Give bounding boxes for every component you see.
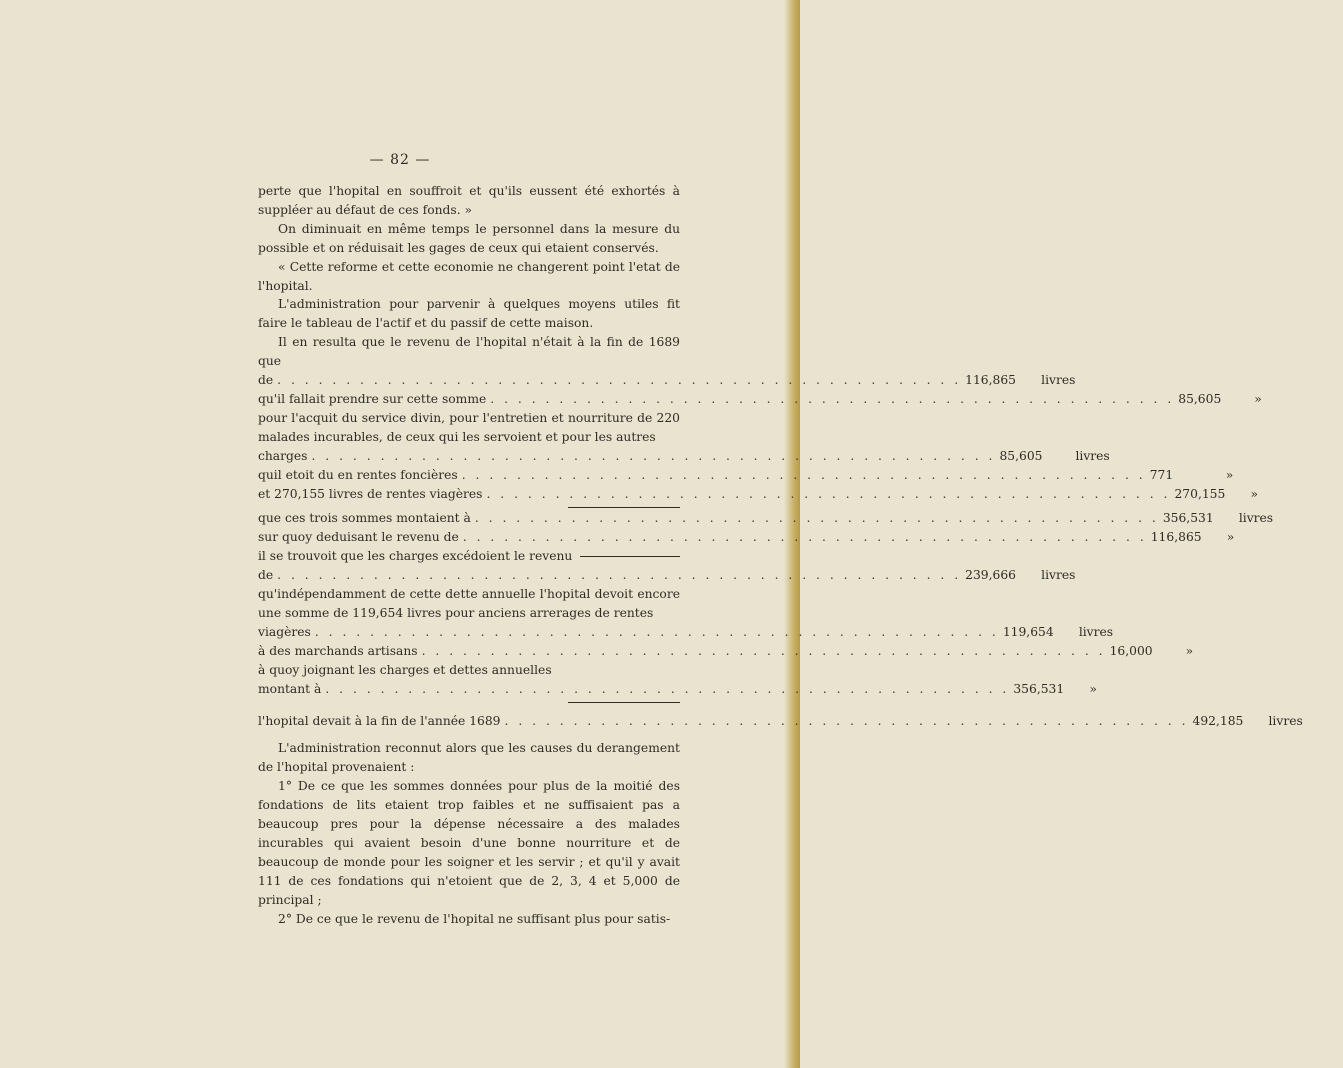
- ledger-amount: [1178, 390, 1328, 409]
- ledger-label: charges: [258, 448, 308, 463]
- document-body: [258, 182, 1303, 928]
- paragraph: L'administration reconnut alors que les causes du derangement de l'hopital provenaient :: [258, 741, 680, 775]
- ledger-number: 85,605: [999, 448, 1043, 463]
- paragraph: 2° De ce que le revenu de l'hopital ne suffisant plus pour satis-: [278, 911, 671, 926]
- ledger-unit: livres: [1078, 624, 1114, 639]
- ledger-label: quil etoit du en rentes foncières: [258, 467, 458, 482]
- ledger-number: 85,605: [1178, 391, 1222, 406]
- dot-leader: . . . . . . . . . . . . . . . . . . . . . . . . . . . . . . . . . . . . . . . . . . . . . . . . . .: [461, 467, 1146, 482]
- ledger-amount: [1013, 680, 1163, 699]
- paragraph: L'administration pour parvenir à quelques moyens utiles fit faire le tableau de l'actif et du passif de cette maison.: [258, 297, 680, 331]
- ledger-unit: livres: [1238, 511, 1274, 526]
- ledger-label: montant à: [258, 681, 322, 696]
- ledger-text: qu'indépendamment de cette dette annuelle l'hopital devoit encore une somme de 119,654 livres pour anciens arrerages de rentes: [258, 587, 680, 620]
- ledger-line: [258, 447, 1110, 466]
- ledger-rule-line: [258, 547, 680, 566]
- dot-leader: . . . . . . . . . . . . . . . . . . . . . . . . . . . . . . . . . . . . . . . . . . . . . . . . . .: [277, 568, 962, 583]
- dot-leader: . . . . . . . . . . . . . . . . . . . . . . . . . . . . . . . . . . . . . . . . . . . . . . . . . .: [311, 448, 996, 463]
- dot-leader: . . . . . . . . . . . . . . . . . . . . . . . . . . . . . . . . . . . . . . . . . . . . . . . . . .: [490, 391, 1175, 406]
- ledger-unit: »: [1185, 643, 1194, 658]
- dot-leader: . . . . . . . . . . . . . . . . . . . . . . . . . . . . . . . . . . . . . . . . . . . . . . . . . .: [486, 486, 1171, 501]
- ledger-amount: [1151, 528, 1301, 547]
- ledger-number: 16,000: [1109, 643, 1153, 658]
- ledger-label: de: [258, 373, 274, 388]
- dot-leader: . . . . . . . . . . . . . . . . . . . . . . . . . . . . . . . . . . . . . . . . . . . . . . . . . .: [474, 511, 1159, 526]
- ledger-section-2: [258, 509, 1274, 547]
- ledger-line: [258, 390, 1262, 409]
- paragraph: « Cette reforme et cette economie ne changerent point l'etat de l'hopital.: [258, 259, 680, 293]
- ledger-number: 116,865: [965, 373, 1016, 388]
- subtraction-rule: [580, 556, 680, 557]
- ledger-amount: [1110, 642, 1260, 661]
- dot-leader: . . . . . . . . . . . . . . . . . . . . . . . . . . . . . . . . . . . . . . . . . . . . . . . . . .: [314, 624, 999, 639]
- ledger-label: à des marchands artisans: [258, 643, 418, 658]
- ledger-unit: »: [1250, 486, 1258, 501]
- ledger-text: à quoy joignant les charges et dettes annuelles: [258, 662, 552, 677]
- bottom-paragraphs: [258, 739, 680, 928]
- ledger-unit: »: [1089, 681, 1097, 696]
- ledger-number: 492,185: [1192, 714, 1244, 729]
- ledger-unit: »: [1225, 467, 1234, 482]
- paragraph: On diminuait en même temps le personnel dans la mesure du possible et on réduisait les gages de ceux qui etaient conservés.: [258, 221, 680, 255]
- dot-leader: . . . . . . . . . . . . . . . . . . . . . . . . . . . . . . . . . . . . . . . . . . . . . . . . . .: [504, 714, 1189, 729]
- ledger-rule-label: il se trouvoit que les charges excédoient le revenu: [258, 549, 573, 564]
- ledger-line: [258, 642, 1194, 661]
- ledger-amount: [999, 447, 1149, 466]
- ledger-line: [258, 509, 1274, 528]
- dot-leader: . . . . . . . . . . . . . . . . . . . . . . . . . . . . . . . . . . . . . . . . . . . . . . . . . .: [325, 681, 1010, 696]
- ledger-label: l'hopital devait à la fin de l'année 1689: [258, 714, 501, 729]
- ledger-amount: [965, 566, 1115, 585]
- ledger-label: viagères: [258, 624, 311, 639]
- ledger-line: [258, 623, 1114, 642]
- ledger-text: pour l'acquit du service divin, pour l'entretien et nourriture de 220 malades incurables, de ceux qui les servoient et pour les autres: [258, 410, 680, 444]
- ledger-line: [258, 371, 1076, 390]
- ledger-line: [258, 528, 1235, 547]
- ledger-number: 270,155: [1174, 486, 1226, 501]
- paragraph: Il en resulta que le revenu de l'hopital n'était à la fin de 1689 que: [258, 335, 680, 369]
- ledger-number: 356,531: [1162, 511, 1214, 526]
- dot-leader: . . . . . . . . . . . . . . . . . . . . . . . . . . . . . . . . . . . . . . . . . . . . . . . . . .: [421, 643, 1106, 658]
- ledger-label: et 270,155 livres de rentes viagères: [258, 486, 483, 501]
- ledger-number: 356,531: [1013, 681, 1065, 696]
- ledger-unit: livres: [1075, 448, 1110, 463]
- ledger-unit: livres: [1041, 373, 1076, 388]
- ledger-amount: [1150, 466, 1300, 485]
- paragraph: 1° De ce que les sommes données pour plus de la moitié des fondations de lits etaient trop faibles et ne suffisaient pas a beaucoup pres pour la dépense nécessaire a des malades incurables qui avaient besoin d'une bonne nourriture et de beaucoup de monde pour les soigner et les servir ; et qu'il y avait 111 de ces fondations qui n'etoient que de 2, 3, 4 et 5,000 de principal ;: [258, 779, 680, 907]
- ledger-number: 119,654: [1002, 624, 1054, 639]
- ledger-line: [258, 485, 1258, 504]
- ledger-line: [258, 712, 1303, 731]
- ledger-amount: [965, 371, 1115, 390]
- ledger-line: [258, 466, 1234, 485]
- ledger-amount: [1193, 712, 1343, 731]
- ledger-line: [258, 566, 1076, 585]
- ledger-label: sur quoy deduisant le revenu de: [258, 530, 459, 545]
- ledger-section-4: [258, 712, 1303, 731]
- ledger-unit: livres: [1268, 714, 1303, 729]
- paragraph: perte que l'hopital en souffroit et qu'ils eussent été exhortés à suppléer au défaut de ces fonds. »: [258, 184, 680, 217]
- ledger-unit: »: [1254, 391, 1262, 406]
- ledger-section-3: [258, 566, 1194, 698]
- ledger-line: [258, 680, 1097, 699]
- ledger-unit: »: [1226, 530, 1235, 545]
- ledger-amount: [1163, 509, 1313, 528]
- page-number: — 82 —: [369, 152, 431, 168]
- dot-leader: . . . . . . . . . . . . . . . . . . . . . . . . . . . . . . . . . . . . . . . . . . . . . . . . . .: [462, 530, 1147, 545]
- ledger-number: 116,865: [1150, 530, 1202, 545]
- ledger-amount: [1174, 485, 1324, 504]
- ledger-label: que ces trois sommes montaient à: [258, 511, 471, 526]
- ledger-amount: [1003, 623, 1153, 642]
- ledger-unit: livres: [1041, 568, 1076, 583]
- ledger-number: 771: [1149, 467, 1174, 482]
- ledger-section-1: [258, 371, 1262, 503]
- top-paragraphs: [258, 182, 680, 371]
- ledger-label: qu'il fallait prendre sur cette somme: [258, 391, 487, 406]
- ledger-label: de: [258, 568, 274, 583]
- ledger-number: 239,666: [965, 568, 1016, 583]
- dot-leader: . . . . . . . . . . . . . . . . . . . . . . . . . . . . . . . . . . . . . . . . . . . . . . . . . .: [277, 373, 962, 388]
